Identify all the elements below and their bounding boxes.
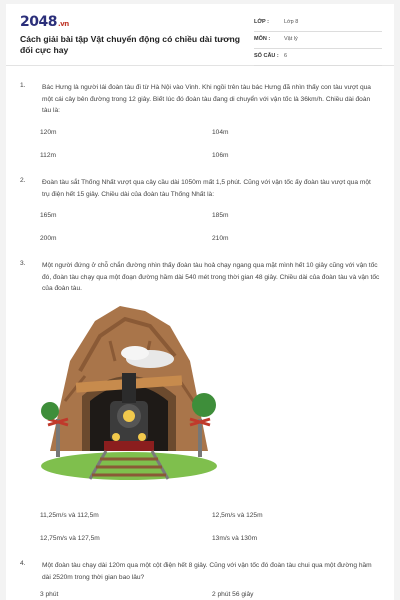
question-number: 4. <box>20 560 26 567</box>
answer-option[interactable]: 106m <box>212 152 229 159</box>
meta-row-count <box>254 50 382 66</box>
question-text: Bác Hưng là người lái đoàn tàu đi từ Hà Nội vào Vinh. Khi ngồi trên tàu bác Hưng đã nhìn thấy con tàu vượt qua một cái cây bên đường trong 12 giây. Biết lúc đó đoàn tàu đang di chuyển với vận tốc là 36km/h. Chiều dài đoàn tàu là: <box>42 84 371 114</box>
answer-option[interactable]: 104m <box>212 129 229 136</box>
meta-key: MÔN : <box>254 36 271 42</box>
answer-option[interactable]: 12,75m/s và 127,5m <box>40 535 100 542</box>
logo-suffix: .vn <box>57 20 69 28</box>
meta-key: SỐ CÂU : <box>254 53 279 59</box>
question-text: Đoàn tàu sắt Thống Nhất vượt qua cây cầu dài 1050m mất 1,5 phút. Cũng với vận tốc ấy đoàn tàu vượt qua một trụ điện hết 15 giây. Chiều dài của đoàn tàu Thống Nhất là: <box>42 179 371 198</box>
question-number: 2. <box>20 177 26 184</box>
site-logo[interactable] <box>20 14 69 30</box>
question-text: Một đoàn tàu chạy dài 120m qua một cột điện hết 8 giây. Cũng với vận tốc đó đoàn tàu chui qua một đường hầm dài 2520m trong thời gian bao lâu? <box>42 562 372 581</box>
answer-option[interactable]: 200m <box>40 235 57 242</box>
meta-value: Vật lý <box>284 36 298 42</box>
answer-option[interactable]: 185m <box>212 212 229 219</box>
answer-option[interactable]: 210m <box>212 235 229 242</box>
answer-option[interactable]: 112m <box>40 152 57 159</box>
question-number: 1. <box>20 82 26 89</box>
meta-row-subject <box>254 33 382 49</box>
document-page <box>6 4 394 600</box>
train-tunnel-illustration <box>40 301 218 481</box>
document-title: Cách giải bài tập Vật chuyển động có chiều dài tương đối cực hay <box>20 34 241 55</box>
answer-option[interactable]: 3 phút <box>40 591 59 598</box>
answer-option[interactable]: 2 phút 56 giây <box>212 591 254 598</box>
meta-value: Lớp 8 <box>284 19 299 25</box>
meta-info <box>254 16 382 67</box>
answer-option[interactable]: 11,25m/s và 112,5m <box>40 512 99 519</box>
answer-option[interactable]: 12,5m/s và 125m <box>212 512 263 519</box>
question-number: 3. <box>20 260 26 267</box>
answer-option[interactable]: 13m/s và 130m <box>212 535 258 542</box>
question-text: Một người đứng ở chỗ chắn đường nhìn thấy đoàn tàu hoả chạy ngang qua mặt mình hết 10 giây cũng với vận tốc đó, đoàn tàu chạy qua một đoạn đường hầm dài 540 mét trong thời gian 48 giây. Chiều dài của đoàn tàu và vận tốc của đoàn tàu. <box>42 262 380 292</box>
document-header <box>6 4 394 66</box>
answer-option[interactable]: 120m <box>40 129 57 136</box>
meta-value: 6 <box>284 53 288 59</box>
logo-text: 2048 <box>20 14 57 30</box>
meta-row-grade <box>254 16 382 32</box>
meta-key: LỚP : <box>254 19 269 25</box>
answer-option[interactable]: 165m <box>40 212 57 219</box>
